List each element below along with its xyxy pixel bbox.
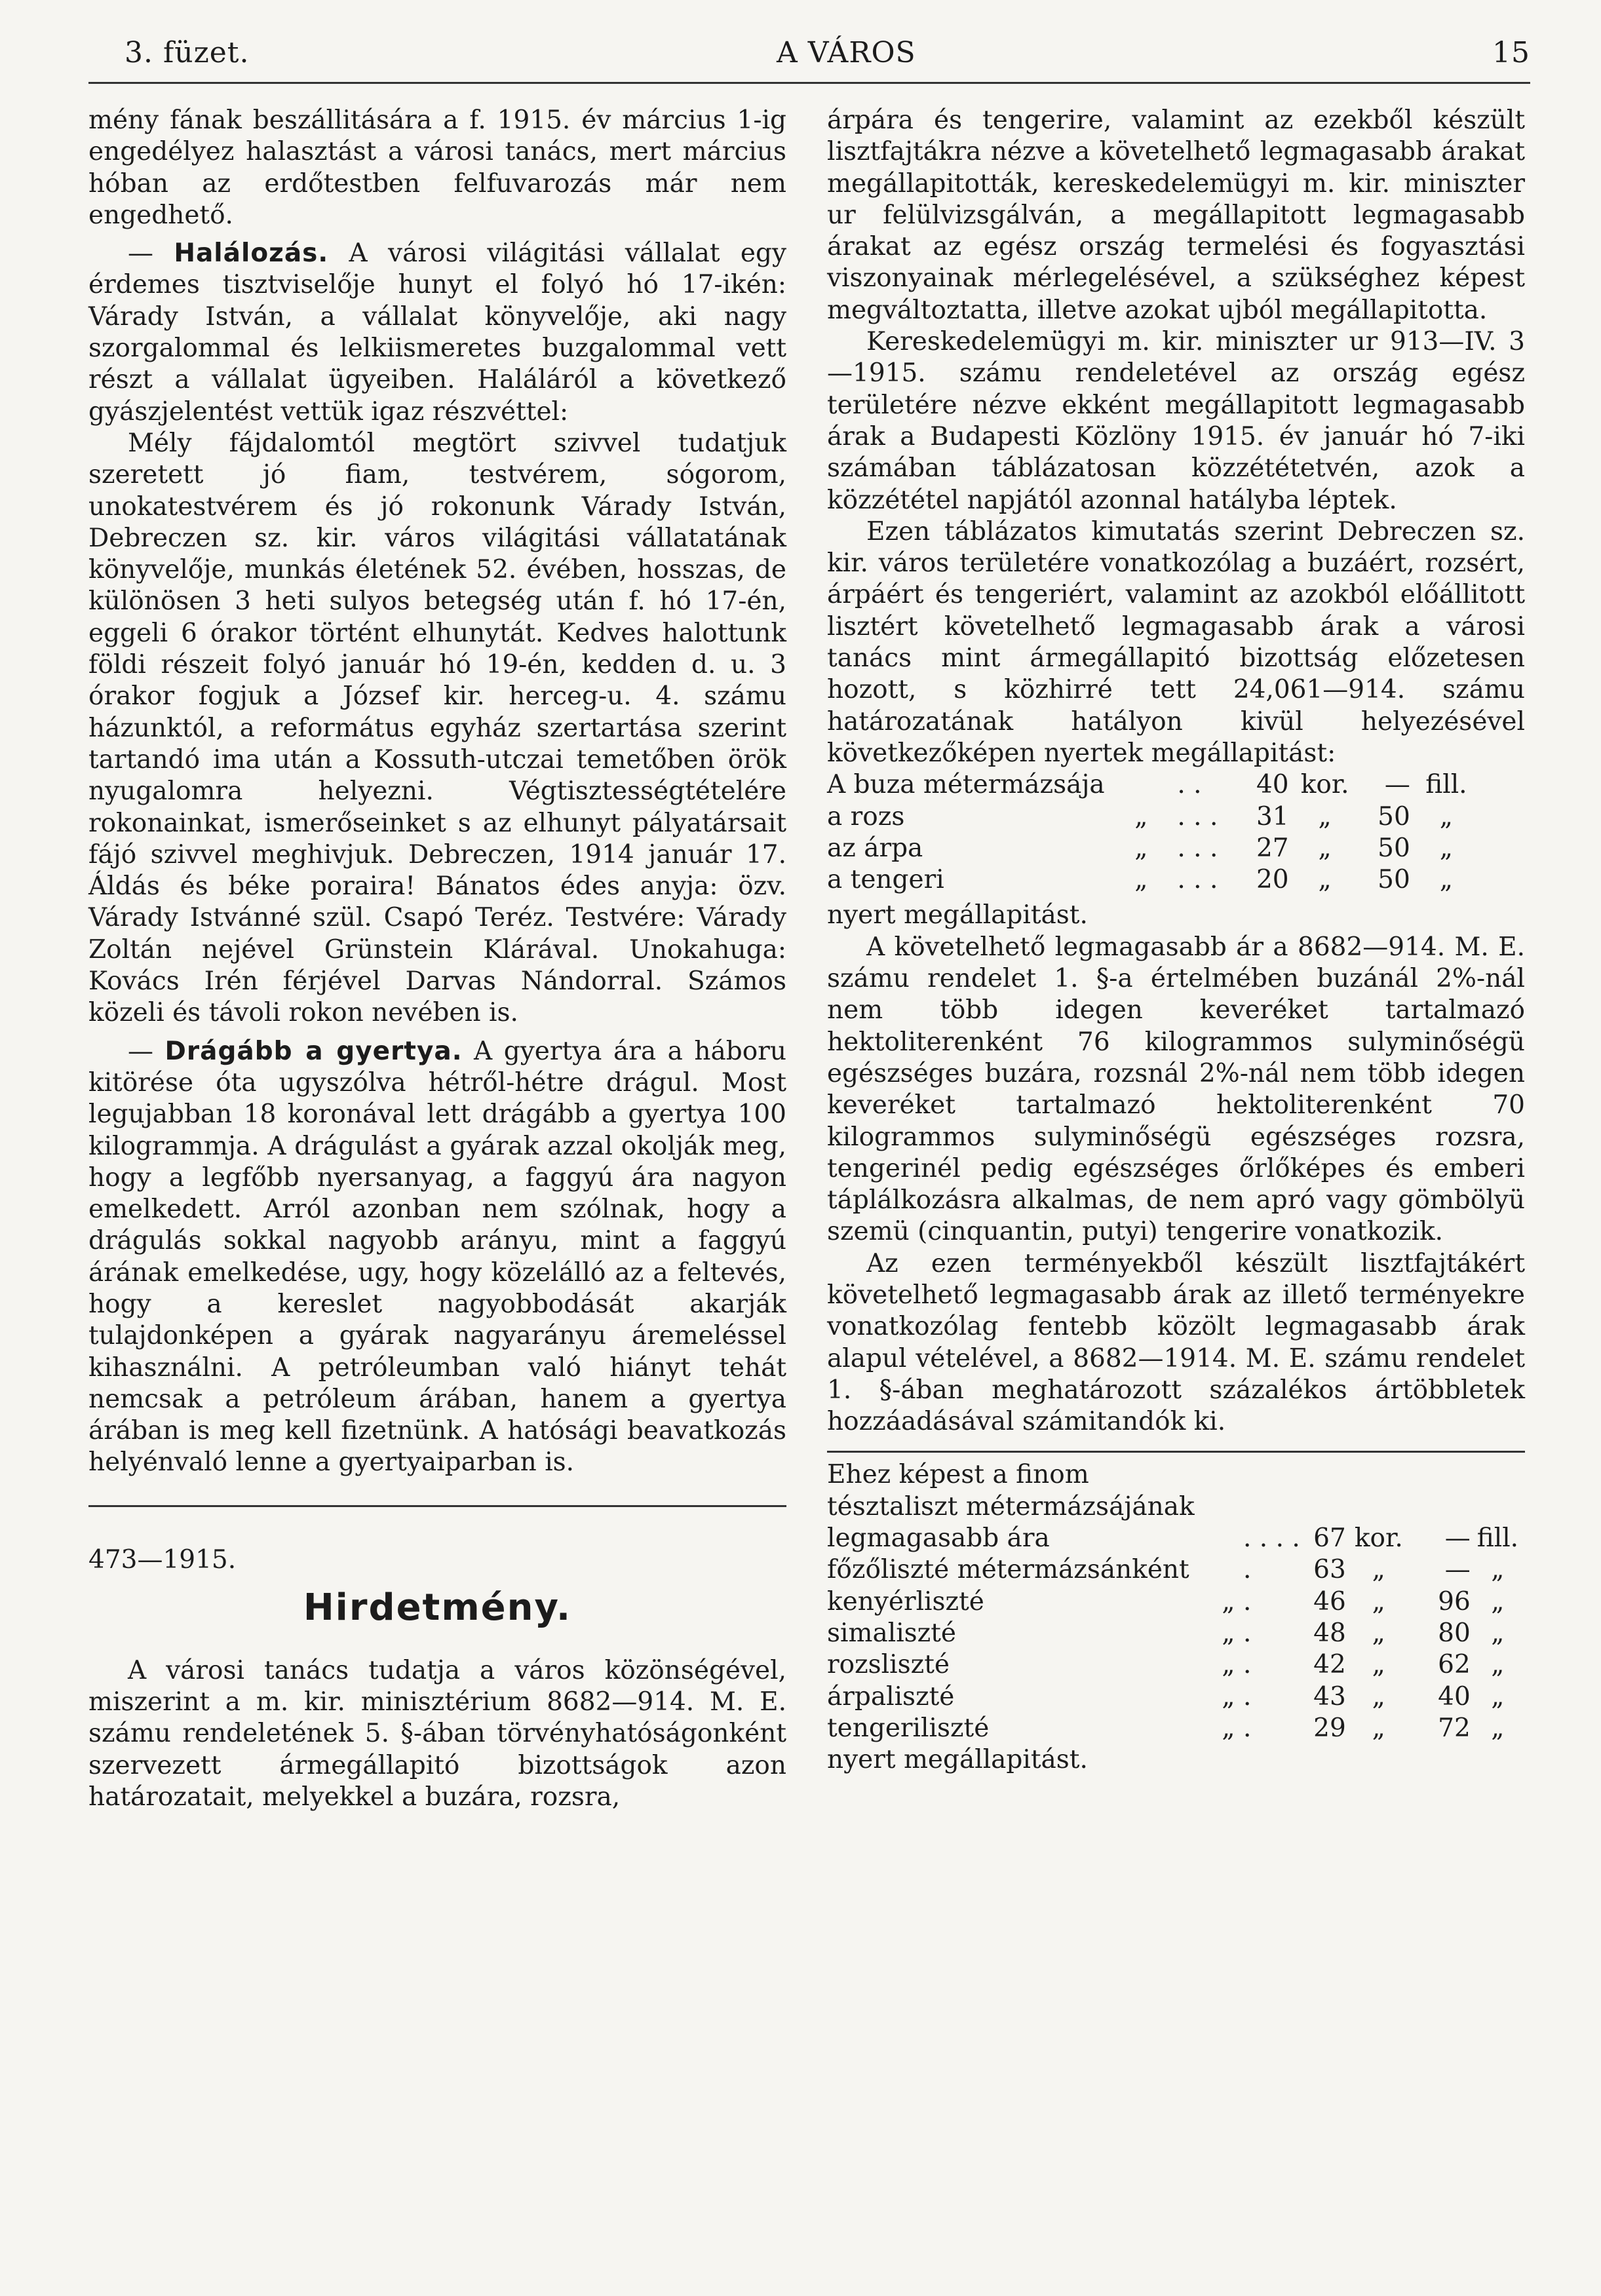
currency-korona: „ xyxy=(1372,1650,1385,1680)
currency-filler: „ xyxy=(1491,1586,1505,1617)
leader-dots: . . . xyxy=(1177,801,1218,832)
ditto-mark xyxy=(1214,1459,1243,1554)
price-korona: 27 xyxy=(1256,833,1289,863)
price-korona: 20 xyxy=(1256,865,1289,895)
price-row xyxy=(827,1681,1525,1713)
issue-label: 3. füzet. xyxy=(125,36,250,69)
product-name: Ehez képest a finom tésztaliszt métermázsájának legmagasabb ára xyxy=(827,1460,1195,1554)
ditto-mark xyxy=(1214,1554,1243,1586)
section-heading-halalozas: Halálozás. xyxy=(174,239,329,269)
ditto-mark xyxy=(1105,769,1177,801)
price-korona: 43 xyxy=(1313,1681,1346,1712)
ditto-mark: „ xyxy=(1134,865,1148,895)
paragraph: nyert megállapitást. xyxy=(827,1745,1088,1775)
leader-dots: . . xyxy=(1177,770,1202,800)
price-filler: — xyxy=(1384,770,1410,800)
paragraph: Kereskedelemügyi m. kir. miniszter ur 913—IV. 3—1915. számu rendeletével az ország egész területére nézve ekként megállapitott legmagasabb árak a Budapesti Közlöny 1915. év január hó 7-iki számában táblázatosan közzététetvén, azok a közzététel napjától azonnal hatályba léptek. xyxy=(827,327,1525,515)
column-divider xyxy=(88,1505,786,1507)
death-notice: Mély fájdalomtól megtört szivvel tudatjuk szeretett jó fiam, testvérem, sógorom, unokatestvérem és jó rokonunk Várady István, Debreczen sz. kir. város világitási vállatatának könyvelője, munkás életének 52. évében, hosszas, de különösen 3 heti sulyos betegség után f. hó 17-én, eggeli 6 órakor történt elhunytát. Kedves halottunk földi részeit folyó január hó 19-én, kedden d. u. 3 órakor fogjuk a József kir. herceg-u. 4. számu házunktól, a református egyház szertartása szerint tartandó ima után a Kossuth-utczai temetőben örök nyugalomra helyezni. Végtisztességtételére rokonainkat, ismerőseinket s az elhunyt pályatársait fájó szivvel meghivjuk. Debreczen, 1914 január 17. Áldás és béke poraira! Bánatos édes anyja: özv. Várady Istvánné szül. Csapó Teréz. Testvére: Várady Zoltán nejével Grünstein Klárával. Unokahuga: Kovács Irén férjével Darvas Nándorral. Számos közeli és távoli rokon nevében is. xyxy=(88,428,786,1028)
price-row xyxy=(827,1618,1525,1649)
leader-dots: . xyxy=(1243,1586,1252,1617)
price-filler: 50 xyxy=(1378,833,1410,863)
paragraph: árpára és tengerire, valamint az ezekből készült lisztfajtákra nézve a követelhető legmagasabb árakat megállapitották, kereskedelemügyi m. kir. miniszter ur felülvizsgálván, a megállapitott legmagasabb árakat az egész ország termelési és fogyasztási viszonyainak mérlegelésével, a szükséghez képest megváltoztatta, illetve azokat ujból megállapitotta. xyxy=(827,105,1525,325)
price-row xyxy=(827,833,1482,864)
product-name: tengeriliszté xyxy=(827,1713,990,1743)
leader-dots: . xyxy=(1243,1650,1252,1680)
announcement-title: Hirdetmény. xyxy=(303,1586,572,1629)
dash: — xyxy=(128,1036,165,1066)
product-name: a tengeri xyxy=(827,865,944,895)
product-name: kenyérliszté xyxy=(827,1586,984,1617)
ditto-mark: „ xyxy=(1222,1650,1235,1680)
price-row xyxy=(827,864,1482,896)
price-filler: 72 xyxy=(1438,1713,1471,1743)
paragraph: A követelhető legmagasabb ár a 8682—914. M. E. számu rendelet 1. §-a értelmében buzánál 2%-nál nem több idegen keveréket tartalmazó hektoliterenként 76 kilogrammos sulyminőségü egészséges buzára, rozsnál 2%-nál nem több idegen keveréket tartalmazó hektoliterenként 70 kilogrammos sulyminőségü egészséges rozsra, tengerinél pedig egészséges őrlőképes és emberi táplálkozásra alkalmas, de nem apró vagy gömbölyü szemü (cinquantin, putyi) tengerire vonatkozik. xyxy=(827,932,1525,1247)
price-filler: 50 xyxy=(1378,865,1410,895)
currency-filler: „ xyxy=(1491,1650,1505,1680)
price-filler: 96 xyxy=(1438,1586,1471,1617)
currency-korona: „ xyxy=(1372,1713,1385,1743)
currency-filler: „ xyxy=(1491,1713,1505,1743)
obituary-paragraph xyxy=(88,238,786,428)
page-number: 15 xyxy=(1492,36,1530,69)
price-filler: 62 xyxy=(1438,1650,1471,1680)
price-korona: 46 xyxy=(1313,1586,1346,1617)
currency-korona: „ xyxy=(1318,833,1332,863)
product-name: a rozs xyxy=(827,801,905,832)
leader-dots: . . . . xyxy=(1243,1523,1300,1554)
currency-korona: kor. xyxy=(1354,1523,1403,1554)
price-filler: — xyxy=(1444,1523,1471,1554)
dash: — xyxy=(128,239,174,269)
leader-dots: . . . xyxy=(1177,833,1218,863)
currency-korona: „ xyxy=(1318,865,1332,895)
paragraph-text: A városi világitási vállalat egy érdemes tisztviselője hunyt el folyó hó 17-ikén: Várady István, a vállalat könyvelője, aki nagy szorgalommal és lelkiismeretes buzgalommal vett részt a vállalat ügyeiben. Haláláról a következő gyászjelentést vettük igaz részvéttel: xyxy=(88,239,786,427)
journal-title: A VÁROS xyxy=(777,36,916,69)
price-row xyxy=(827,1459,1525,1554)
reference-number: 473—1915. xyxy=(88,1544,237,1575)
currency-filler: „ xyxy=(1491,1618,1505,1648)
leader-dots: . . . xyxy=(1177,865,1218,895)
paragraph: Az ezen terményekből készült lisztfajtákért követelhető legmagasabb árak az illető terményekre vonatkozólag fentebb közölt legmagasabb árak alapul vételével, a 8682—1914. M. E. számu rendelet 1. §-ában meghatározott százalékos ártöbbletek hozzáadásával számitandók ki. xyxy=(827,1248,1525,1437)
price-row xyxy=(827,1649,1525,1681)
product-name: rozsliszté xyxy=(827,1650,950,1680)
product-name: simaliszté xyxy=(827,1618,956,1648)
price-filler: — xyxy=(1444,1555,1471,1585)
paragraph: nyert megállapitást. xyxy=(827,900,1088,930)
currency-filler: „ xyxy=(1439,833,1454,863)
leader-dots: . xyxy=(1243,1681,1252,1712)
price-row xyxy=(827,1713,1525,1744)
price-korona: 29 xyxy=(1313,1713,1346,1743)
price-korona: 31 xyxy=(1256,801,1289,832)
currency-filler: „ xyxy=(1491,1681,1505,1712)
currency-korona: „ xyxy=(1318,801,1332,832)
product-name: az árpa xyxy=(827,833,923,863)
right-column xyxy=(827,105,1525,1776)
paragraph-text: A gyertya ára a háboru kitörése óta ugyszólva hétről-hétre drágul. Most legujabban 18 koronával lett drágább a gyertya 100 kilogrammja. A drágulást a gyárak azzal okolják meg, hogy a legfőbb nyersanyag, a faggyú ára nagyon emelkedett. Arról azonban nem szólnak, hogy a drágulás sokkal nagyobb arányu, mint a faggyú árának emelkedése, ugy, hogy közelálló az a feltevés, hogy a kereslet nagyobbodását akarják tulajdonképen a gyárak nagyarányu áremeléssel kihasználni. A petróleumban való hiányt tehát nemcsak a petróleum árában, hanem a gyertya árában is meg kell fizetnünk. A hatósági beavatkozás helyénvaló lenne a gyertyaiparban is. xyxy=(88,1036,786,1478)
leader-dots: . xyxy=(1243,1618,1252,1648)
ditto-mark: „ xyxy=(1222,1618,1235,1648)
paragraph: mény fának beszállitására a f. 1915. év március 1-ig engedélyez halasztást a városi tanács, mert március hóban az erdőtestben felfuvarozás már nem engedhető. xyxy=(88,105,786,230)
price-korona: 63 xyxy=(1313,1555,1346,1585)
leader-dots: . xyxy=(1243,1713,1252,1743)
price-filler: 80 xyxy=(1438,1618,1471,1648)
announcement-paragraph: A városi tanács tudatja a város közönségével, miszerint a m. kir. minisztérium 8682—914. M. E. számu rendeletének 5. §-ában törvényhatóságonként szervezett ármegállapitó bizottságok azon határozatait, melyekkel a buzára, rozsra, xyxy=(88,1655,786,1812)
ditto-mark: „ xyxy=(1134,801,1148,832)
leader-dots: . xyxy=(1243,1555,1252,1585)
price-filler: 40 xyxy=(1438,1681,1471,1712)
ditto-mark: „ xyxy=(1222,1713,1235,1743)
left-column xyxy=(88,105,786,1813)
currency-filler: fill. xyxy=(1476,1523,1519,1554)
currency-korona: „ xyxy=(1372,1681,1385,1712)
currency-korona: „ xyxy=(1372,1586,1385,1617)
ditto-mark: „ xyxy=(1222,1586,1235,1617)
product-name: A buza métermázsája xyxy=(827,770,1105,800)
currency-filler: „ xyxy=(1439,801,1454,832)
currency-filler: „ xyxy=(1439,865,1454,895)
price-korona: 48 xyxy=(1313,1618,1346,1648)
grain-price-table xyxy=(827,769,1482,896)
paragraph: Ezen táblázatos kimutatás szerint Debreczen sz. kir. város területére vonatkozólag a buzáért, rozsért, árpáért és tengeriért, valamint az azokból előállitott lisztért követelhető legmagasabb árak a városi tanács mint ármegállapitó bizottság előzetesen hozott, s közhirré tett 24,061—914. számu határozatának hatályon kivül helyezésével következőképen nyertek megállapitást: xyxy=(827,516,1525,768)
price-korona: 42 xyxy=(1313,1650,1346,1680)
ditto-mark: „ xyxy=(1222,1681,1235,1712)
product-name: árpaliszté xyxy=(827,1681,955,1712)
currency-filler: fill. xyxy=(1425,770,1467,800)
currency-korona: kor. xyxy=(1300,770,1349,800)
ditto-mark: „ xyxy=(1134,833,1148,863)
price-row xyxy=(827,769,1482,801)
price-row xyxy=(827,801,1482,833)
price-korona: 67 xyxy=(1313,1523,1346,1554)
product-name: főzőliszté métermázsánként xyxy=(827,1555,1189,1585)
section-heading-dragabb: Drágább a gyertya. xyxy=(164,1036,463,1066)
price-filler: 50 xyxy=(1378,801,1410,832)
price-row xyxy=(827,1586,1525,1618)
candle-paragraph xyxy=(88,1036,786,1479)
currency-korona: „ xyxy=(1372,1555,1385,1585)
currency-filler: „ xyxy=(1491,1555,1505,1585)
price-row xyxy=(827,1554,1525,1586)
flour-price-table xyxy=(827,1459,1525,1744)
section-divider xyxy=(827,1451,1525,1453)
page-header xyxy=(88,36,1530,84)
currency-korona: „ xyxy=(1372,1618,1385,1648)
price-korona: 40 xyxy=(1256,770,1289,800)
